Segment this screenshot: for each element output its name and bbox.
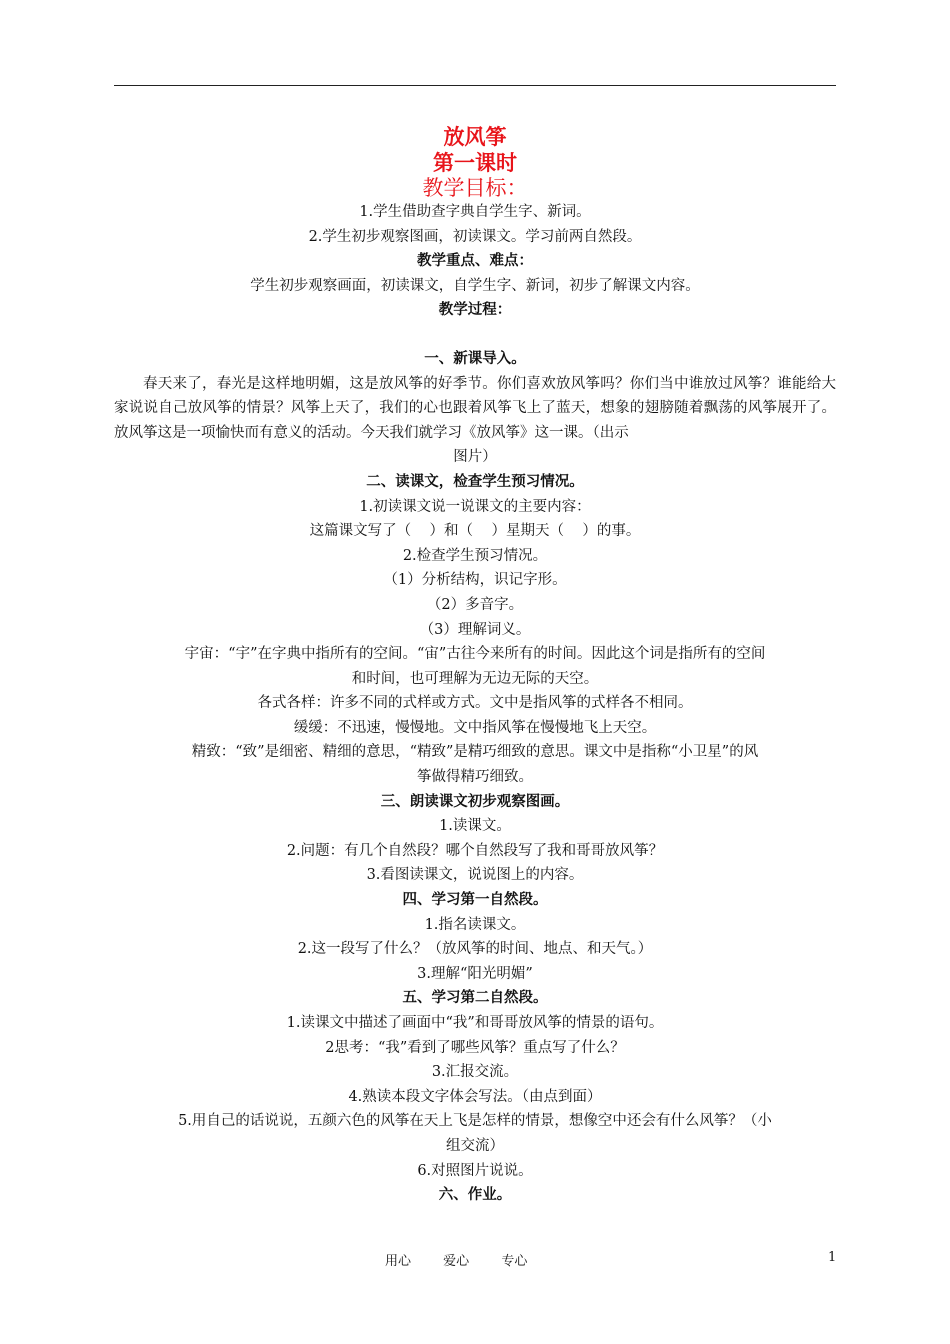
header-rule — [114, 85, 836, 86]
text-line: 2.问题：有几个自然段？哪个自然段写了我和哥哥放风筝？ — [286, 842, 664, 859]
footer-motto — [385, 1250, 555, 1269]
text-line: 1.读课文中描述了画面中“我”和哥哥放风筝的情景的语句。 — [286, 1015, 664, 1031]
text-line: 精致：“致”是细密、精细的意思，“精致”是精巧细致的意思。课文中是指称“小卫星”的风 — [191, 744, 759, 761]
text-line: 宇宙：“宇”在字典中指所有的空间。“宙”古往今来所有的时间。因此这个词是指所有的空间 — [184, 646, 766, 663]
section-heading: 六、作业。 — [438, 1186, 512, 1204]
footer-word: 专心 — [501, 1254, 528, 1269]
text-line: 4.熟读本段文字体会写法。（由点到面） — [348, 1088, 602, 1105]
section-heading: 二、读课文，检查学生预习情况。 — [366, 472, 584, 490]
text-line: 1.指名读课文。 — [424, 916, 526, 933]
section-heading: 四、学习第一自然段。 — [402, 891, 548, 909]
text-line: 2.检查学生预习情况。 — [402, 547, 548, 564]
goal-item: 1.学生借助查字典自学生字、新词。 — [359, 204, 591, 220]
text-line: 2.这一段写了什么？（放风筝的时间、地点、和天气。） — [297, 941, 653, 958]
text-line: 1.初读课文说一说课文的主要内容： — [359, 498, 591, 515]
intro-paragraph-text: 春天来了，春光是这样地明媚，这是放风筝的好季节。你们喜欢放风筝吗？你们当中谁放过风筝？谁能给大家说说自己放风筝的情景？风筝上天了，我们的心也跟着风筝飞上了蓝天，想象的翅膀随着飘荡的风筝展开了。放风筝这是一项愉快而有意义的活动。今天我们就学习《放风筝》这一课。（出示 — [114, 375, 836, 441]
text-line: 2思考：“我”看到了哪些风筝？重点写了什么？ — [325, 1039, 625, 1056]
text-line: （3）理解词义。 — [419, 621, 531, 638]
section-heading: 一、新课导入。 — [424, 349, 526, 367]
document-body — [114, 124, 836, 1208]
intro-paragraph — [114, 372, 836, 470]
key-points-heading: 教学重点、难点： — [417, 252, 533, 270]
section-heading: 三、朗读课文初步观察图画。 — [380, 792, 570, 810]
key-points-text: 学生初步观察画面，初读课文，自学生字、新词，初步了解课文内容。 — [250, 277, 700, 294]
text-line: 缓缓：不迅速，慢慢地。文中指风筝在慢慢地飞上天空。 — [293, 719, 657, 736]
text-line: 3.汇报交流。 — [431, 1064, 519, 1081]
text-line: 3.理解“阳光明媚” — [417, 965, 533, 982]
text-line: 筝做得精巧细致。 — [417, 769, 533, 786]
text-line: 各式各样：许多不同的式样或方式。文中是指风筝的式样各不相同。 — [257, 695, 693, 712]
footer-word: 爱心 — [443, 1254, 470, 1269]
text-line: 组交流） — [446, 1137, 504, 1154]
section-heading: 五、学习第二自然段。 — [402, 989, 548, 1007]
goals-heading: 教学目标： — [422, 176, 528, 200]
lesson-title: 放风筝 — [443, 124, 507, 149]
text-line: 3.看图读课文，说说图上的内容。 — [366, 867, 584, 884]
text-line: 6.对照图片说说。 — [417, 1162, 533, 1179]
text-line: （2）多音字。 — [426, 596, 524, 613]
page-number: 1 — [828, 1250, 837, 1265]
goal-item: 2.学生初步观察图画，初读课文。学习前两自然段。 — [308, 228, 642, 245]
text-line: 和时间，也可理解为无边无际的天空。 — [351, 670, 599, 687]
text-line: （1）分析结构，识记字形。 — [383, 572, 567, 589]
lesson-subtitle: 第一课时 — [433, 150, 517, 175]
text-line: 这篇课文写了（ ）和（ ）星期天（ ）的事。 — [309, 523, 641, 540]
intro-paragraph-end: 图片） — [453, 449, 497, 466]
process-heading: 教学过程： — [438, 301, 512, 319]
text-line: 5.用自己的话说说，五颜六色的风筝在天上飞是怎样的情景，想像空中还会有什么风筝？（小 — [178, 1113, 772, 1130]
text-line: 1.读课文。 — [439, 818, 511, 835]
footer-word: 用心 — [385, 1254, 412, 1269]
